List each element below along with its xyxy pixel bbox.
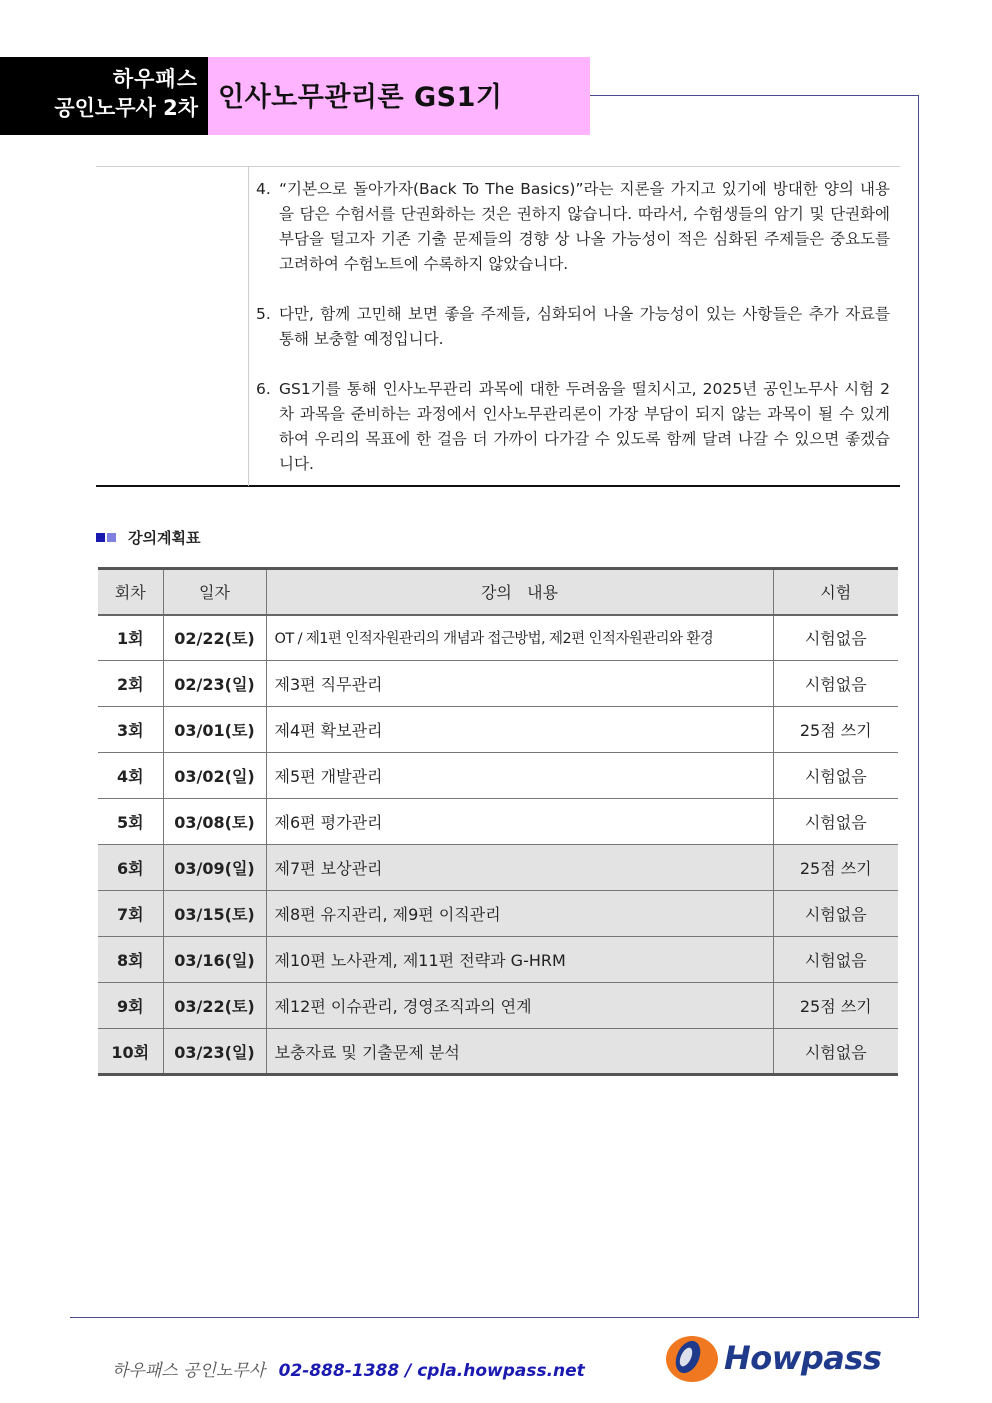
- table-row: [98, 707, 898, 753]
- square-bullet-icon: [96, 533, 105, 542]
- column-header-content: 강의 내용: [266, 569, 773, 615]
- date-cell: 02/23(일): [163, 661, 266, 707]
- table-header-row: [98, 569, 898, 615]
- note-number: 6.: [256, 380, 271, 398]
- content-cell: 보충자료 및 기출문제 분석: [266, 1029, 773, 1075]
- table-row: [98, 1029, 898, 1075]
- content-cell: 제7편 보상관리: [266, 845, 773, 891]
- exam-cell: 시험없음: [773, 1029, 898, 1075]
- date-cell: 03/01(토): [163, 707, 266, 753]
- note-item: [256, 302, 890, 352]
- content-cell: 제5편 개발관리: [266, 753, 773, 799]
- frame-bottom-line: [70, 1317, 919, 1318]
- session-cell: 9회: [98, 983, 163, 1029]
- exam-cell: 시험없음: [773, 799, 898, 845]
- exam-cell: 시험없음: [773, 753, 898, 799]
- session-cell: 10회: [98, 1029, 163, 1075]
- content-cell: 제4편 확보관리: [266, 707, 773, 753]
- date-cell: 03/16(일): [163, 937, 266, 983]
- section-title: 강의계획표: [128, 529, 201, 547]
- schedule-table: [98, 567, 898, 1076]
- content-cell: 제10편 노사관계, 제11편 전략과 G-HRM: [266, 937, 773, 983]
- note-number: 4.: [256, 180, 271, 198]
- exam-cell: 시험없음: [773, 937, 898, 983]
- content-cell: 제8편 유지관리, 제9편 이직관리: [266, 891, 773, 937]
- table-row: [98, 799, 898, 845]
- session-cell: 2회: [98, 661, 163, 707]
- date-cell: 03/15(토): [163, 891, 266, 937]
- content-cell: 제12편 이슈관리, 경영조직과의 연계: [266, 983, 773, 1029]
- howpass-logo: [664, 1333, 904, 1385]
- page-title: 인사노무관리론 GS1기: [218, 82, 503, 113]
- exam-cell: 25점 쓰기: [773, 707, 898, 753]
- session-cell: 7회: [98, 891, 163, 937]
- session-cell: 6회: [98, 845, 163, 891]
- exam-cell: 시험없음: [773, 661, 898, 707]
- table-row: [98, 983, 898, 1029]
- session-cell: 5회: [98, 799, 163, 845]
- session-cell: 8회: [98, 937, 163, 983]
- content-cell: 제6편 평가관리: [266, 799, 773, 845]
- date-cell: 03/22(토): [163, 983, 266, 1029]
- frame-right-line: [918, 95, 919, 1318]
- session-cell: 4회: [98, 753, 163, 799]
- content-cell: OT / 제1편 인적자원관리의 개념과 접근방법, 제2편 인적자원관리와 환경: [266, 615, 773, 661]
- howpass-logo-icon: [664, 1333, 720, 1385]
- frame-top-line: [590, 95, 919, 96]
- notes-divider: [248, 167, 249, 486]
- notes-box: [96, 166, 900, 487]
- note-item: [256, 377, 890, 477]
- column-header-date: 일자: [163, 569, 266, 615]
- footer: [112, 1356, 585, 1381]
- exam-cell: 25점 쓰기: [773, 983, 898, 1029]
- logo-wordmark: Howpass: [724, 1339, 882, 1377]
- exam-cell: 25점 쓰기: [773, 845, 898, 891]
- date-cell: 03/09(일): [163, 845, 266, 891]
- notes-list: [256, 177, 890, 502]
- date-cell: 02/22(토): [163, 615, 266, 661]
- exam-cell: 시험없음: [773, 615, 898, 661]
- date-cell: 03/23(일): [163, 1029, 266, 1075]
- table-row: [98, 615, 898, 661]
- footer-brand: 하우패스 공인노무사: [112, 1361, 266, 1381]
- table-row: [98, 937, 898, 983]
- note-number: 5.: [256, 305, 271, 323]
- note-item: [256, 177, 890, 277]
- column-header-exam: 시험: [773, 569, 898, 615]
- square-bullet-icon: [107, 533, 116, 542]
- table-row: [98, 753, 898, 799]
- brand-block: [0, 57, 208, 135]
- footer-contact-link[interactable]: 02-888-1388 / cpla.howpass.net: [278, 1361, 585, 1381]
- date-cell: 03/02(일): [163, 753, 266, 799]
- date-cell: 03/08(토): [163, 799, 266, 845]
- exam-cell: 시험없음: [773, 891, 898, 937]
- content-cell: 제3편 직무관리: [266, 661, 773, 707]
- note-text: 다만, 함께 고민해 보면 좋을 주제들, 심화되어 나올 가능성이 있는 사항들은 추가 자료를 통해 보충할 예정입니다.: [279, 305, 890, 348]
- brand-line1: 하우패스: [112, 67, 198, 91]
- note-text: GS1기를 통해 인사노무관리 과목에 대한 두려움을 떨치시고, 2025년 공인노무사 시험 2차 과목을 준비하는 과정에서 인사노무관리론이 가장 부담이 되지 않는 과목이 될 수 있게 하여 우리의 목표에 한 걸음 더 가까이 다가갈 수 있도록 함께 달려 나갈 수 있으면 좋겠습니다.: [279, 380, 890, 473]
- session-cell: 1회: [98, 615, 163, 661]
- table-row: [98, 661, 898, 707]
- note-text: “기본으로 돌아가자(Back To The Basics)”라는 지론을 가지고 있기에 방대한 양의 내용을 담은 수험서를 단권화하는 것은 권하지 않습니다. 따라서, 수험생들의 암기 및 단권화에 부담을 덜고자 기존 기출 문제들의 경향 상 나올 가능성이 적은 심화된 주제들은 중요도를 고려하여 수험노트에 수록하지 않았습니다.: [279, 180, 890, 273]
- title-block: [208, 57, 590, 135]
- table-row: [98, 891, 898, 937]
- table-row: [98, 845, 898, 891]
- column-header-session: 회차: [98, 569, 163, 615]
- session-cell: 3회: [98, 707, 163, 753]
- brand-line2: 공인노무사 2차: [54, 96, 198, 120]
